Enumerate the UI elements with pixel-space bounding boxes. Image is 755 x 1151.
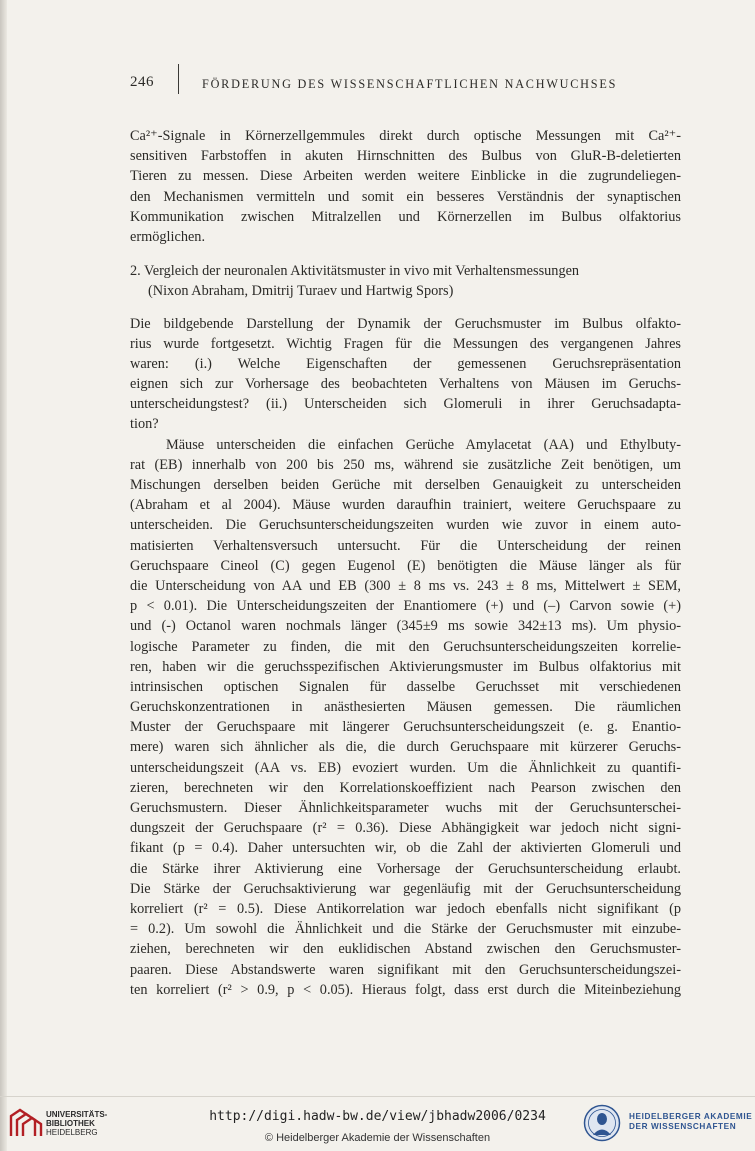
text-line: den Mechanismen vermitteln und somit ein besseres Verständnis der synaptischen xyxy=(130,188,681,205)
uni-line-3: HEIDELBERG xyxy=(46,1128,98,1137)
text-line: logische Parameter zu finden, die mit den Geruchsunterscheidungszeiten korrelie- xyxy=(130,638,681,655)
page-body xyxy=(130,126,681,1000)
text-line: (Abraham et al 2004). Mäuse wurden daraufhin trainiert, weitere Geruchspaare zu xyxy=(130,497,681,514)
section-heading xyxy=(130,261,681,301)
text-line: Geruchskonzentrationen in anästhesierten Mäusen gemessen. Die räumlichen xyxy=(130,699,681,716)
page-number: 246 xyxy=(130,74,154,90)
academy-line-1: HEIDELBERGER AKADEMIE xyxy=(629,1112,753,1121)
text-line: Geruchspaare Cineol (C) gegen Eugenol (E) benötigten die Mäuse länger als für xyxy=(130,557,681,574)
text-line: und (-) Octanol waren nochmals länger (345±9 ms sowie 342±13 ms). Um physio- xyxy=(130,618,681,635)
uni-line-1: UNIVERSITÄTS- xyxy=(46,1110,108,1119)
section-title: 2. Vergleich der neuronalen Aktivitätsmuster in vivo mit Verhaltensmessungen xyxy=(130,263,580,280)
text-line: mere) waren sich ähnlicher als die, die durch Geruchspaare mit kürzerer Geruchs- xyxy=(130,739,681,756)
text-line: fikant (p = 0.4). Daher untersuchten wir, ob die Zahl der aktivierten Glomeruli und xyxy=(130,840,681,857)
header-divider xyxy=(178,64,179,94)
text-line: intrinsischen optischen Signalen für dasselbe Geruchsset mit verschiedenen xyxy=(130,678,681,695)
text-line: p < 0.01). Die Unterscheidungszeiten der Enantiomere (+) und (–) Carvon sowie (+) xyxy=(130,598,681,615)
text-line: Kommunikation zwischen Mitralzellen und Körnerzellen im Bulbus olfaktorius xyxy=(130,208,681,225)
text-line: Geruchsmustern. Dieser Ähnlichkeitsparameter wuchs mit der Geruchsunterschei- xyxy=(130,800,681,817)
text-line: unterscheiden. Die Geruchsunterscheidungszeiten wurden wie zuvor in einem auto- xyxy=(130,517,681,534)
text-line: ren, haben wir die geruchsspezifischen Aktivierungsmuster im Bulbus olfaktorius mit xyxy=(130,658,681,675)
academy-line-2: DER WISSENSCHAFTEN xyxy=(629,1122,737,1131)
permalink-url[interactable]: http://digi.hadw-bw.de/view/jbhadw2006/0234 xyxy=(209,1109,546,1124)
page-edge xyxy=(0,0,7,1151)
paragraph-results xyxy=(130,435,681,1000)
text-line: matisierten Verhaltensversuch untersucht. Für die Unterscheidung der reinen xyxy=(130,537,681,554)
text-line: = 0.2). Um sowohl die Ähnlichkeit und die Stärke der Geruchsmuster mit einzube- xyxy=(130,921,681,938)
paragraph-intro xyxy=(130,126,681,247)
footer-divider xyxy=(0,1096,755,1097)
paragraph-questions xyxy=(130,314,681,435)
text-line: zieren, berechneten wir den Korrelationskoeffizient nach Pearson zwischen den xyxy=(130,779,681,796)
text-line: Mischungen derselben beiden Gerüche mit derselben Genauigkeit zu unterscheiden xyxy=(130,477,681,494)
text-line: die Unterscheidung von AA und EB (300 ± 8 ms vs. 243 ± 8 ms, Mittelwert ± SEM, xyxy=(130,577,681,594)
text-line: rat (EB) innerhalb von 200 bis 250 ms, während sie zusätzliche Zeit benötigen, um xyxy=(130,456,681,473)
uni-line-2: BIBLIOTHEK xyxy=(46,1119,95,1128)
academy-name xyxy=(629,1112,752,1132)
page-header xyxy=(130,74,685,98)
digitization-footer xyxy=(0,1096,755,1151)
text-line: die Stärke ihrer Aktivierung eine Vorhersage der Geruchsunterscheidung erlaubt. xyxy=(130,860,681,877)
text-line: Tieren zu messen. Diese Arbeiten werden weitere Einblicke in die zugrundeliegen- xyxy=(130,168,681,185)
text-line: Die Stärke der Geruchsaktivierung war gegenläufig mit der Geruchsunterscheidung xyxy=(130,880,681,897)
text-line: dungszeit der Geruchspaare (r² = 0.36). Diese Abhängigkeit war jedoch nicht signi- xyxy=(130,820,681,837)
academy-seal-icon xyxy=(583,1104,621,1142)
text-line: Muster der Geruchspaare mit längerer Geruchsunterscheidungszeit (e. g. Enantio- xyxy=(130,719,681,736)
text-line: eignen sich zur Vorhersage des beobachteten Verhaltens von Mäusen im Geruchs- xyxy=(130,376,681,393)
text-line: Mäuse unterscheiden die einfachen Gerüche Amylacetat (AA) und Ethylbuty- xyxy=(166,436,681,453)
copyright-notice: © Heidelberger Akademie der Wissenschaften xyxy=(264,1132,491,1144)
section-authors: (Nixon Abraham, Dmitrij Turaev und Hartwig Spors) xyxy=(148,283,454,300)
text-line: unterscheidungszeit (AA vs. EB) evoziert wurden. Um die Ähnlichkeit zu quantifi- xyxy=(130,759,681,776)
text-line: rius wurde fortgesetzt. Wichtig Fragen für die Messungen des vergangenen Jahres xyxy=(130,335,681,352)
text-line: tion? xyxy=(130,416,159,433)
running-head: FÖRDERUNG DES WISSENSCHAFTLICHEN NACHWUCHSES xyxy=(202,77,618,91)
text-line: ermöglichen. xyxy=(130,228,206,245)
text-line: Ca²⁺-Signale in Körnerzellgemmules direkt durch optische Messungen mit Ca²⁺- xyxy=(130,128,681,144)
text-line: sensitiven Farbstoffen in akuten Hirnschnitten des Bulbus von GluR-B-deletierten xyxy=(130,148,681,165)
text-line: ten korreliert (r² > 0.9, p < 0.05). Hieraus folgt, dass erst durch die Miteinbeziehung xyxy=(130,981,681,998)
spacer xyxy=(130,302,681,314)
spacer xyxy=(130,247,681,261)
text-line: ziehen, berechneten wir den euklidischen Abstand zwischen den Geruchsmuster- xyxy=(130,941,681,958)
text-line: paaren. Diese Abstandswerte waren signifikant mit den Geruchsunterscheidungszei- xyxy=(130,961,681,978)
text-line: korreliert (r² = 0.5). Diese Antikorrelation war jedoch ebenfalls nicht signifikant (p xyxy=(130,900,681,917)
text-line: Die bildgebende Darstellung der Dynamik der Geruchsmuster im Bulbus olfakto- xyxy=(130,315,681,332)
text-line: waren: (i.) Welche Eigenschaften der gemessenen Geruchsrepräsentation xyxy=(130,355,681,372)
text-line: unterscheidungstest? (ii.) Unterscheiden sich Glomeruli in ihrer Geruchsadapta- xyxy=(130,396,681,413)
